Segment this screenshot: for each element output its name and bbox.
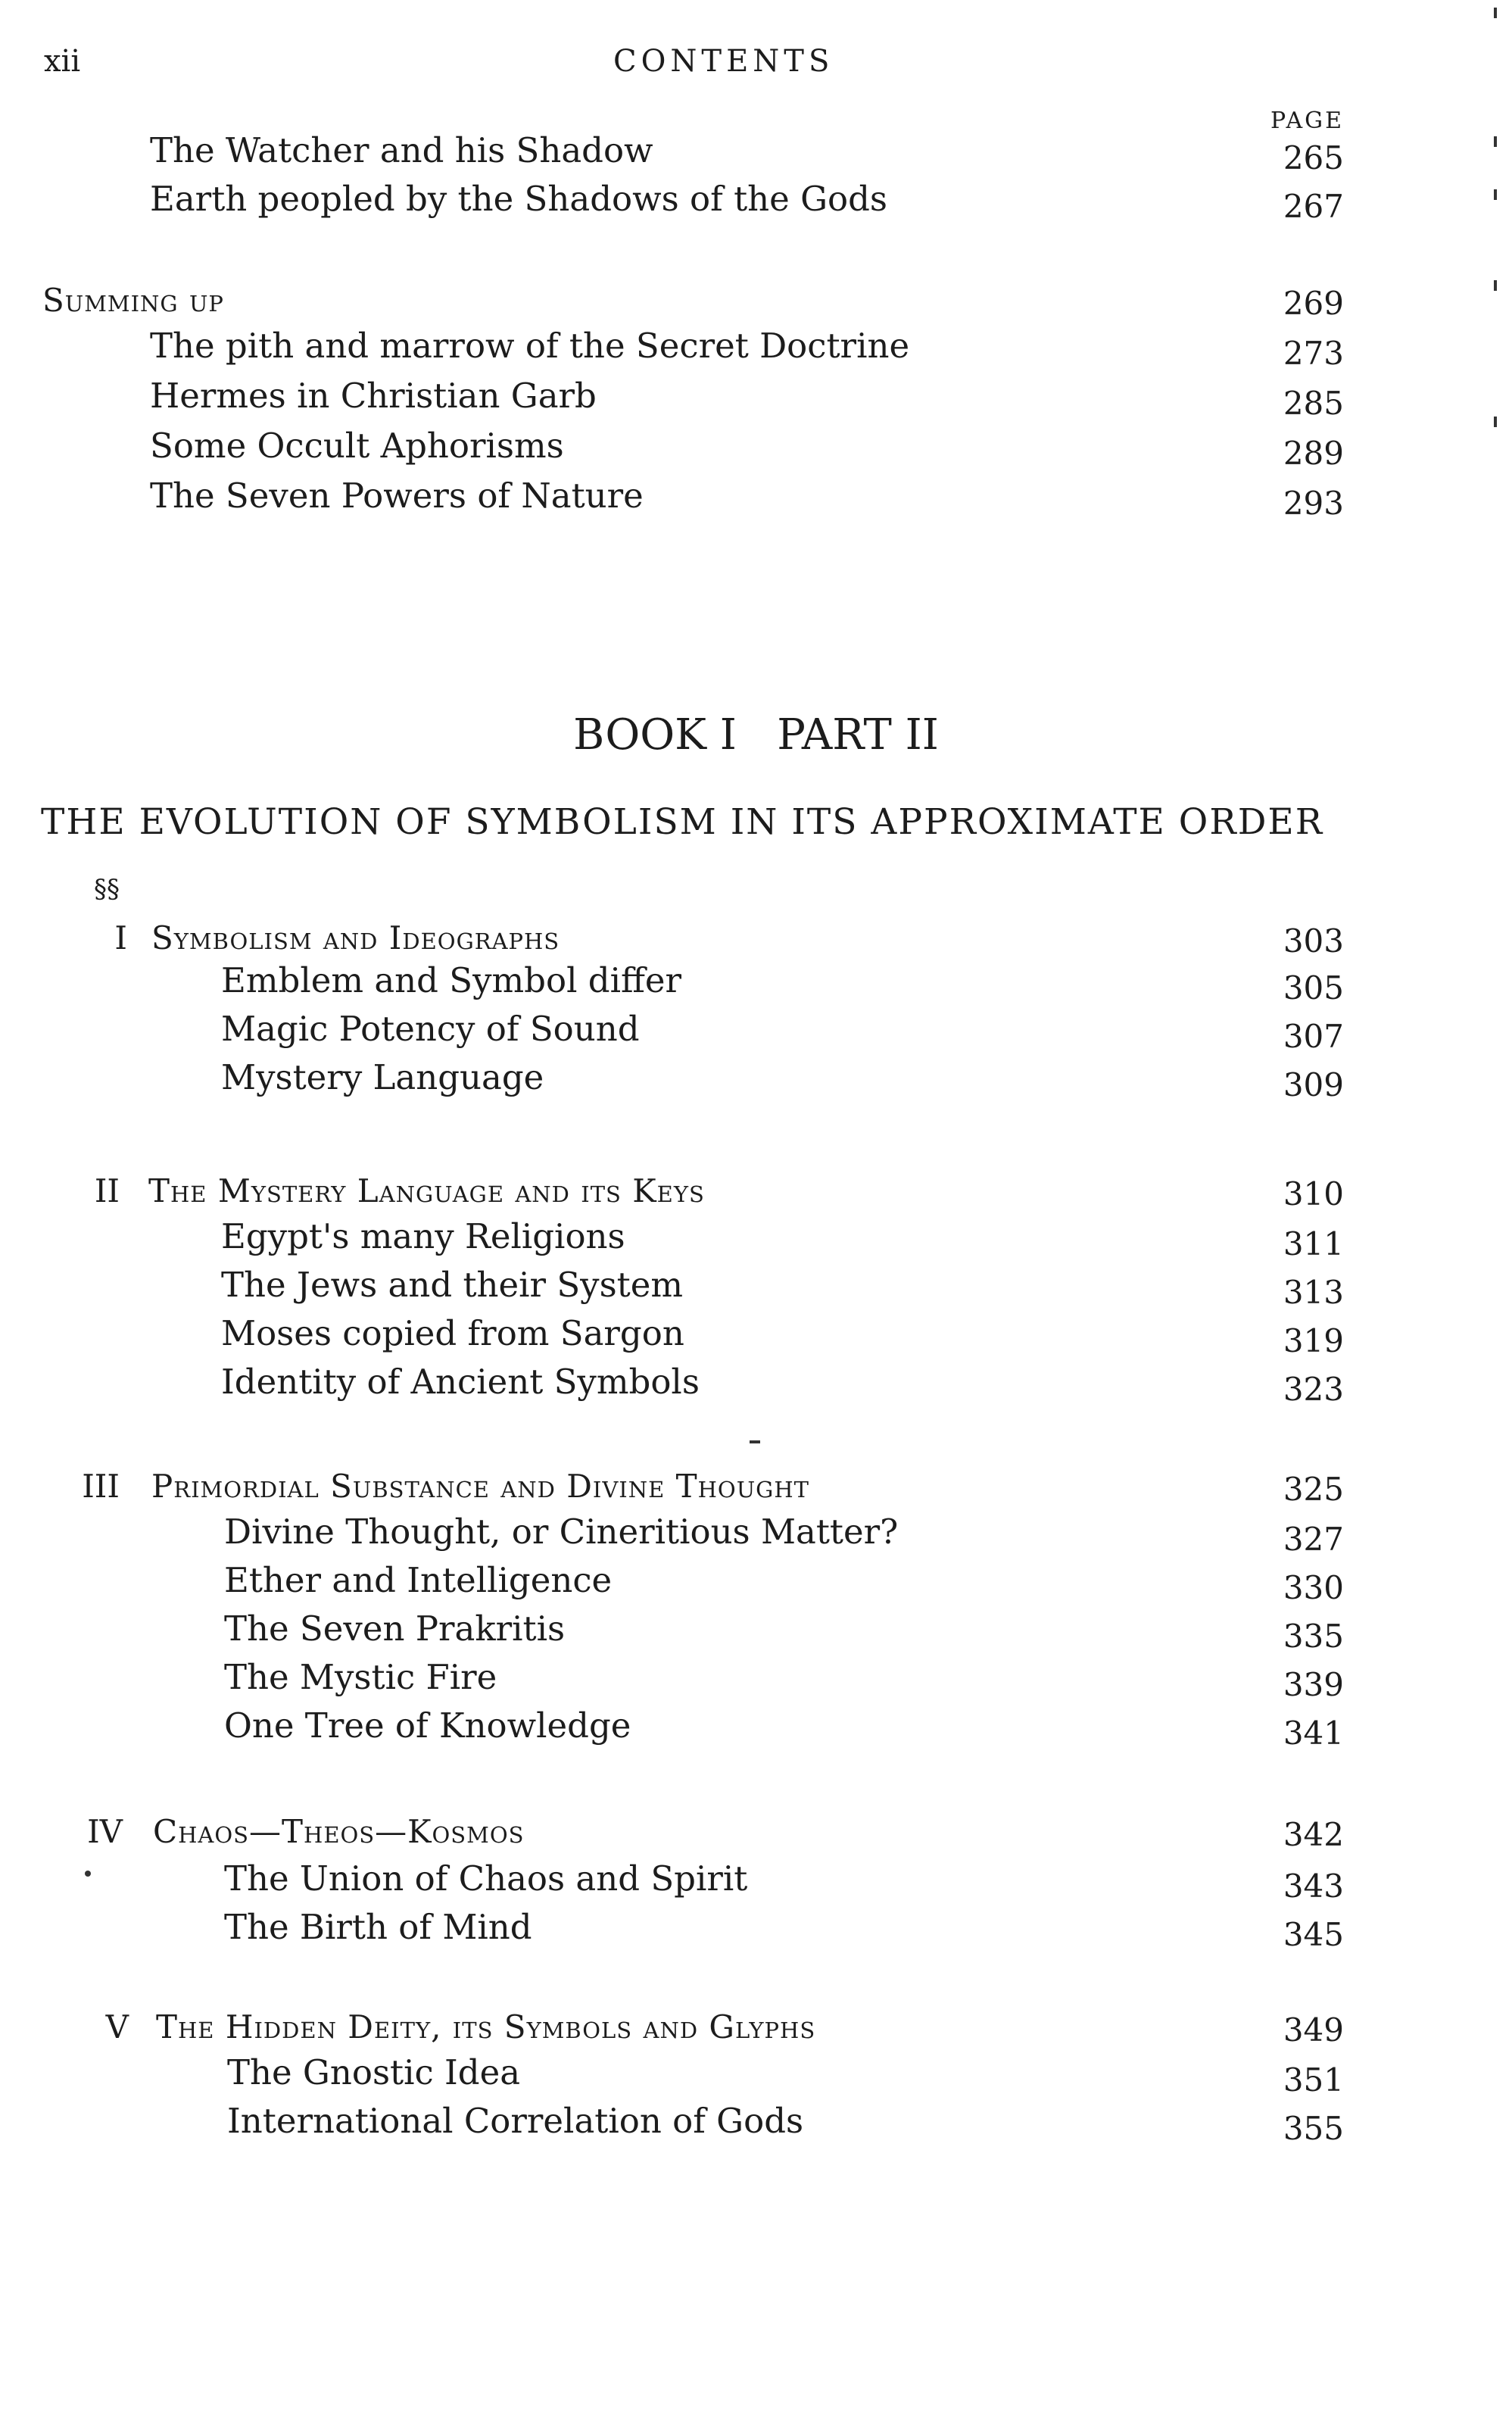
toc-page-number: 309 [1283, 1066, 1344, 1103]
toc-entry: Egypt's many Religions [221, 1216, 625, 1256]
toc-page-number: 305 [1283, 969, 1344, 1006]
toc-entry: International Correlation of Gods [227, 2101, 804, 2141]
section-heading: Summing up [42, 282, 224, 319]
toc-entry: The Gnostic Idea [227, 2052, 521, 2092]
toc-page-number: 289 [1283, 435, 1344, 472]
book-title: BOOK I PART II [573, 710, 939, 760]
toc-page-number: 310 [1283, 1175, 1344, 1212]
section-heading: The Hidden Deity, its Symbols and Glyphs [156, 2008, 816, 2045]
toc-page-number: 343 [1283, 1868, 1344, 1905]
part-title: THE EVOLUTION OF SYMBOLISM IN ITS APPROXIMATE ORDER [41, 801, 1324, 843]
toc-page-number: 307 [1283, 1018, 1344, 1055]
scan-dot-mark [85, 1871, 91, 1877]
section-heading: Symbolism and Ideographs [151, 919, 560, 956]
toc-page-number: 335 [1283, 1618, 1344, 1655]
toc-page-number: 313 [1283, 1274, 1344, 1311]
toc-page-number: 345 [1283, 1916, 1344, 1953]
toc-page-number: 327 [1283, 1521, 1344, 1558]
section-numeral: II [94, 1172, 120, 1209]
page-column-label: PAGE [1270, 108, 1344, 134]
toc-entry: The Union of Chaos and Spirit [224, 1858, 748, 1899]
section-heading: Chaos—Theos—Kosmos [153, 1813, 525, 1850]
toc-entry: One Tree of Knowledge [224, 1705, 631, 1746]
toc-entry: Ether and Intelligence [224, 1560, 613, 1600]
toc-page-number: 341 [1283, 1715, 1344, 1752]
section-heading: Primordial Substance and Divine Thought [151, 1468, 809, 1505]
toc-entry: Emblem and Symbol differ [221, 960, 682, 1000]
section-numeral: IV [87, 1813, 123, 1850]
toc-entry: Divine Thought, or Cineritious Matter? [224, 1512, 899, 1552]
toc-entry: The pith and marrow of the Secret Doctrine [150, 326, 910, 366]
running-title: CONTENTS [613, 44, 834, 79]
section-numeral: V [105, 2008, 129, 2045]
toc-page-number: 319 [1283, 1322, 1344, 1359]
toc-page-number: 323 [1283, 1371, 1344, 1408]
toc-page-number: 273 [1283, 335, 1344, 372]
section-numeral: I [114, 919, 127, 956]
toc-page-number: 293 [1283, 485, 1344, 522]
toc-page-number: 325 [1283, 1471, 1344, 1508]
scan-edge-mark [1494, 417, 1497, 427]
toc-entry: Mystery Language [221, 1057, 544, 1097]
toc-page-number: 265 [1283, 139, 1344, 176]
toc-entry: The Seven Powers of Nature [150, 476, 644, 516]
toc-entry: Identity of Ancient Symbols [221, 1362, 700, 1402]
toc-page-number: 349 [1283, 2011, 1344, 2049]
toc-page-number: 269 [1283, 285, 1344, 322]
toc-entry: The Watcher and his Shadow [150, 130, 653, 170]
scan-edge-mark [1494, 8, 1497, 18]
scan-edge-mark [1494, 136, 1497, 147]
toc-page-number: 330 [1283, 1569, 1344, 1606]
toc-entry: Some Occult Aphorisms [150, 426, 564, 466]
toc-page-number: 311 [1283, 1225, 1344, 1262]
toc-entry: The Seven Prakritis [224, 1609, 566, 1649]
toc-page-number: 342 [1283, 1816, 1344, 1853]
scan-dash-mark [750, 1440, 760, 1443]
section-mark: §§ [94, 874, 120, 904]
page-number: xii [44, 44, 81, 79]
toc-page-number: 267 [1283, 188, 1344, 225]
toc-entry: The Mystic Fire [224, 1657, 497, 1697]
toc-page-number: 351 [1283, 2061, 1344, 2099]
section-heading: The Mystery Language and its Keys [148, 1172, 705, 1209]
toc-entry: Moses copied from Sargon [221, 1313, 684, 1353]
section-numeral: III [82, 1468, 120, 1505]
toc-entry: Earth peopled by the Shadows of the Gods [150, 179, 888, 219]
toc-page-number: 285 [1283, 385, 1344, 422]
toc-page-number: 303 [1283, 922, 1344, 960]
toc-entry: Hermes in Christian Garb [150, 376, 597, 416]
toc-entry: The Birth of Mind [224, 1907, 532, 1947]
toc-entry: The Jews and their System [221, 1265, 684, 1305]
scan-edge-mark [1494, 280, 1497, 291]
scan-edge-mark [1494, 189, 1497, 200]
toc-page-number: 355 [1283, 2110, 1344, 2147]
toc-page-number: 339 [1283, 1666, 1344, 1703]
toc-entry: Magic Potency of Sound [221, 1009, 640, 1049]
